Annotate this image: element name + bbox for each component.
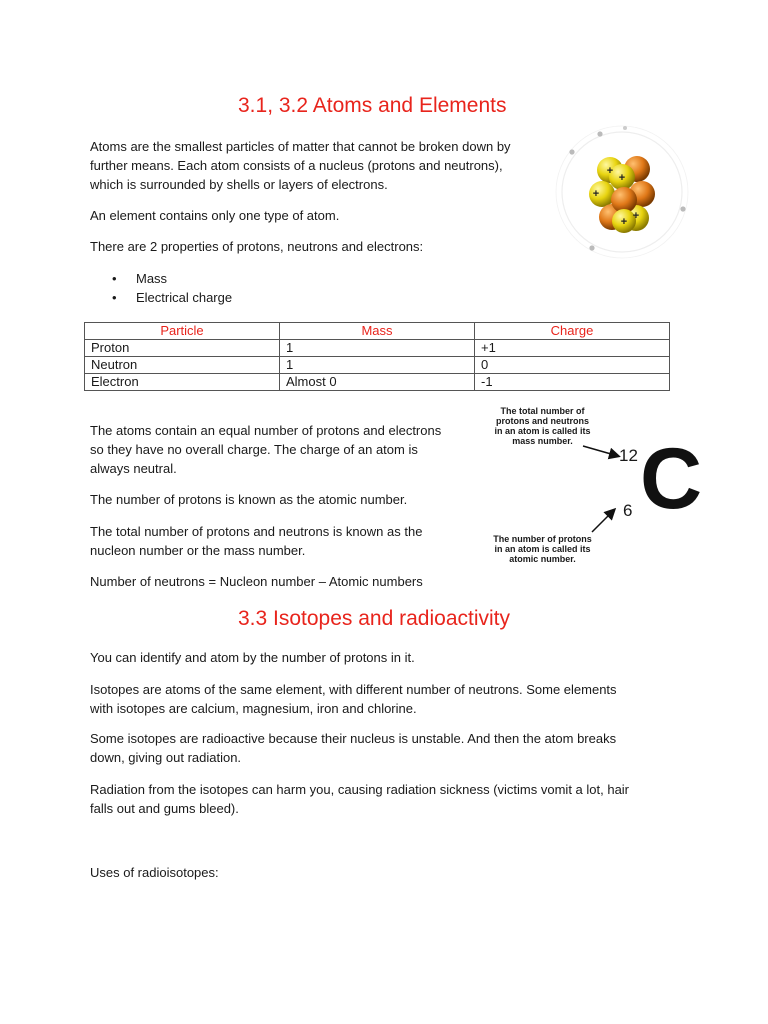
caption-line: mass number. bbox=[512, 436, 573, 446]
text-line: always neutral. bbox=[90, 461, 177, 476]
text-line: falls out and gums bleed). bbox=[90, 801, 239, 816]
text-line: The total number of protons and neutrons is known as the bbox=[90, 524, 423, 539]
proton-sign: + bbox=[618, 172, 626, 184]
atomic-number-caption bbox=[490, 534, 595, 564]
text-line: which is surrounded by shells or layers of electrons. bbox=[90, 177, 388, 192]
atomic-number-value: 6 bbox=[623, 501, 633, 520]
table-header-row bbox=[85, 323, 670, 340]
text-line: The atoms contain an equal number of protons and electrons bbox=[90, 423, 442, 438]
caption-line: The total number of bbox=[500, 406, 585, 416]
table-row bbox=[85, 340, 670, 357]
column-header-charge: Charge bbox=[475, 323, 670, 340]
caption-line: in an atom is called its bbox=[494, 426, 591, 436]
text-line: Atoms are the smallest particles of matter that cannot be broken down by bbox=[90, 139, 511, 154]
table-row bbox=[85, 357, 670, 374]
table-cell: Electron bbox=[85, 374, 280, 391]
mass-number-arrow bbox=[583, 446, 618, 456]
caption-line: protons and neutrons bbox=[496, 416, 589, 426]
text-line: nucleon number or the mass number. bbox=[90, 543, 306, 558]
proton-sign: + bbox=[620, 216, 628, 228]
radiation-harm-paragraph bbox=[90, 780, 629, 818]
text-line: Isotopes are atoms of the same element, with different number of neutrons. Some elements bbox=[90, 682, 617, 697]
mass-number-paragraph bbox=[90, 522, 422, 560]
table-row bbox=[85, 374, 670, 391]
section-heading-isotopes: 3.3 Isotopes and radioactivity bbox=[238, 607, 510, 630]
table-cell: Proton bbox=[85, 340, 280, 357]
proton-sign: + bbox=[606, 165, 614, 177]
table-cell: Neutron bbox=[85, 357, 280, 374]
atom-illustration bbox=[552, 122, 692, 262]
caption-line: The number of protons bbox=[493, 534, 592, 544]
column-header-particle: Particle bbox=[85, 323, 280, 340]
table-cell: 0 bbox=[475, 357, 670, 374]
atoms-intro-paragraph bbox=[90, 137, 511, 194]
element-symbol: C bbox=[640, 431, 703, 527]
caption-line: in an atom is called its bbox=[494, 544, 591, 554]
table-cell: 1 bbox=[280, 340, 475, 357]
text-line: so they have no overall charge. The charge of an atom is bbox=[90, 442, 418, 457]
atomic-number-definition: The number of protons is known as the atomic number. bbox=[90, 492, 408, 507]
caption-line: atomic number. bbox=[509, 554, 576, 564]
mass-number-value: 12 bbox=[619, 446, 638, 465]
neutral-charge-paragraph bbox=[90, 421, 441, 478]
proton-sign: + bbox=[592, 188, 600, 200]
neutron-formula: Number of neutrons = Nucleon number – Atomic numbers bbox=[90, 574, 423, 589]
atomic-number-arrow bbox=[592, 510, 614, 532]
text-line: Some isotopes are radioactive because their nucleus is unstable. And then the atom breaks bbox=[90, 731, 617, 746]
table-cell: 1 bbox=[280, 357, 475, 374]
text-line: further means. Each atom consists of a nucleus (protons and neutrons), bbox=[90, 158, 503, 173]
isotopes-definition bbox=[90, 680, 617, 718]
section-heading-atoms: 3.1, 3.2 Atoms and Elements bbox=[238, 94, 507, 117]
table-cell: -1 bbox=[475, 374, 670, 391]
element-definition: An element contains only one type of atom. bbox=[90, 208, 340, 223]
list-item: • Electrical charge bbox=[90, 288, 232, 307]
list-item: • Mass bbox=[90, 269, 232, 288]
uses-of-radioisotopes-heading: Uses of radioisotopes: bbox=[90, 865, 219, 880]
table-cell: +1 bbox=[475, 340, 670, 357]
proton-sign: + bbox=[632, 210, 640, 222]
properties-list bbox=[90, 269, 232, 307]
text-line: down, giving out radiation. bbox=[90, 750, 242, 765]
radioactive-isotopes-paragraph bbox=[90, 729, 616, 767]
text-line: with isotopes are calcium, magnesium, iron and chlorine. bbox=[90, 701, 417, 716]
table-cell: Almost 0 bbox=[280, 374, 475, 391]
identify-atom-paragraph: You can identify and atom by the number of protons in it. bbox=[90, 650, 415, 665]
text-line: Radiation from the isotopes can harm you, causing radiation sickness (victims vomit a lot, hair bbox=[90, 782, 630, 797]
column-header-mass: Mass bbox=[280, 323, 475, 340]
properties-intro: There are 2 properties of protons, neutrons and electrons: bbox=[90, 239, 424, 254]
particle-properties-table bbox=[84, 322, 670, 391]
carbon-notation-diagram bbox=[490, 406, 704, 570]
